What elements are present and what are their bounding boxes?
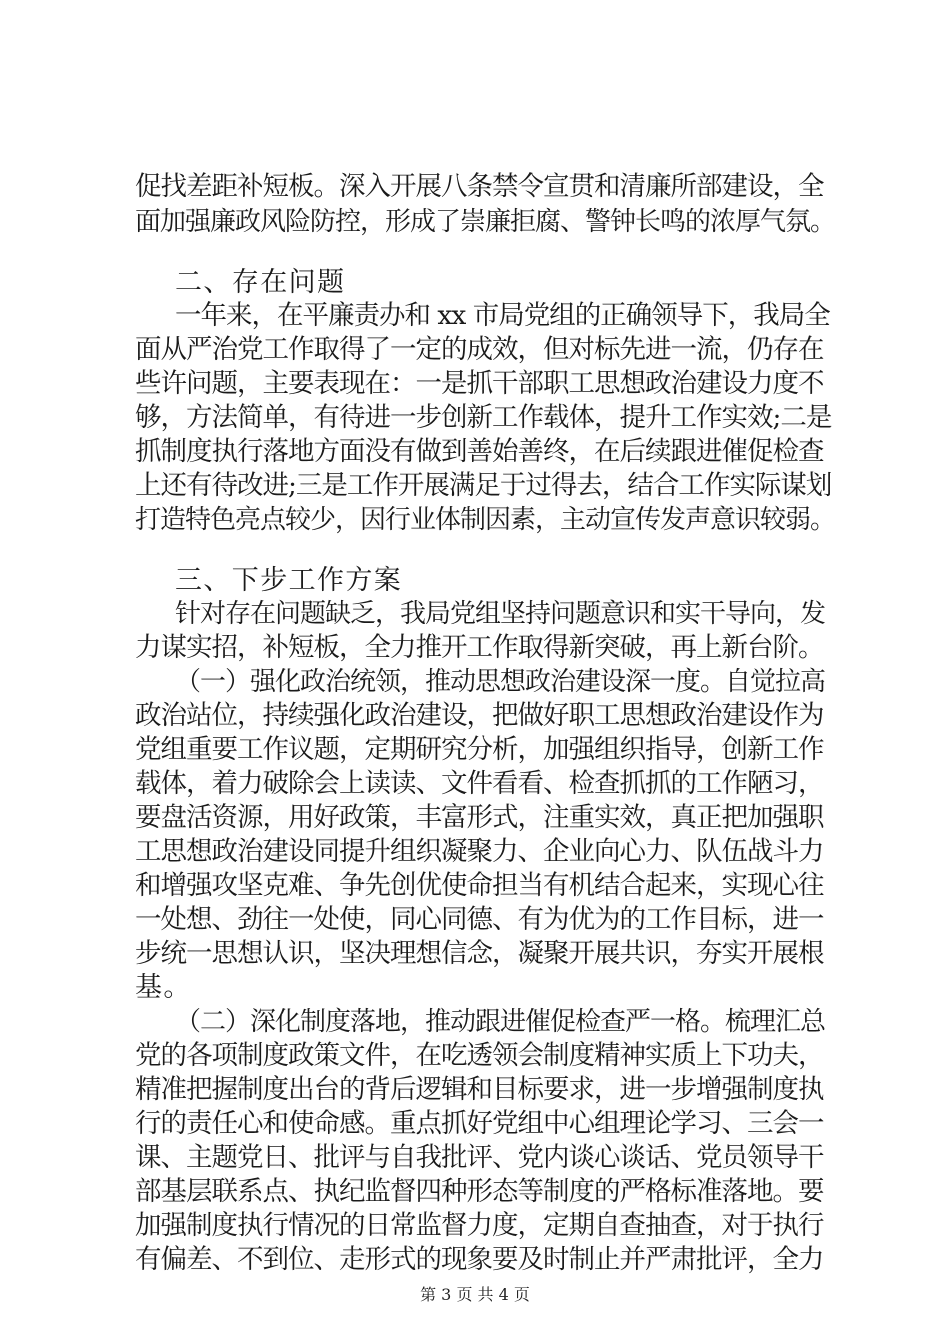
paragraph-6-line-4: 载体，着力破除会上读读、文件看看、检查抓抓的工作陋习， [135, 768, 824, 799]
paragraph-6-line-5: 要盘活资源，用好政策，丰富形式，注重实效，真正把加强职 [135, 802, 824, 833]
paragraph-7-line-1: （二）深化制度落地，推动跟进催促检查严一格。梳理汇总 [175, 1007, 826, 1037]
paragraph-5-line-2: 力谋实招，补短板，全力推开工作取得新突破，再上新台阶。 [135, 632, 824, 663]
paragraph-3-line-1: 一年来，在平廉责办和 xx 市局党组的正确领导下，我局全 [175, 300, 830, 331]
section-heading-problems: 二、存在问题 [175, 267, 346, 298]
paragraph-3-line-2: 面从严治党工作取得了一定的成效，但对标先进一流，仍存在 [135, 334, 824, 365]
paragraph-6-line-1: （一）强化政治统领，推动思想政治建设深一度。自觉拉高 [175, 667, 826, 697]
section-heading-plan: 三、下步工作方案 [175, 565, 403, 596]
paragraph-7-line-8: 有偏差、不到位、走形式的现象要及时制止并严肃批评，全力 [135, 1244, 824, 1275]
paragraph-7-line-4: 行的责任心和使命感。重点抓好党组中心组理论学习、三会一 [135, 1108, 824, 1139]
paragraph-7-line-2: 党的各项制度政策文件，在吃透领会制度精神实质上下功夫， [135, 1040, 824, 1071]
paragraph-6-line-6: 工思想政治建设同提升组织凝聚力、企业向心力、队伍战斗力 [135, 836, 824, 867]
paragraph-7-line-7: 加强制度执行情况的日常监督力度，定期自查抽查，对于执行 [135, 1210, 824, 1241]
page-number-footer: 第 3 页 共 4 页 [420, 1285, 530, 1304]
paragraph-3-line-7: 打造特色亮点较少，因行业体制因素，主动宣传发声意识较弱。 [135, 505, 835, 535]
paragraph-3-line-3: 些许问题，主要表现在：一是抓干部职工思想政治建设力度不 [135, 368, 824, 399]
paragraph-6-line-7: 和增强攻坚克难、争先创优使命担当有机结合起来，实现心往 [135, 870, 824, 901]
paragraph-7-line-5: 课、主题党日、批评与自我批评、党内谈心谈话、党员领导干 [135, 1142, 824, 1173]
paragraph-7-line-3: 精准把握制度出台的背后逻辑和目标要求，进一步增强制度执 [135, 1074, 824, 1105]
paragraph-1-line-2: 面加强廉政风险防控，形成了崇廉拒腐、警钟长鸣的浓厚气氛。 [135, 207, 835, 237]
paragraph-1-line-1: 促找差距补短板。深入开展八条禁令宣贯和清廉所部建设，全 [135, 171, 824, 202]
paragraph-6-line-10: 基。 [135, 972, 192, 1003]
paragraph-7-line-6: 部基层联系点、执纪监督四种形态等制度的严格标准落地。要 [135, 1176, 824, 1207]
paragraph-3-line-6: 上还有待改进;三是工作开展满足于过得去，结合工作实际谋划 [135, 470, 832, 501]
paragraph-6-line-8: 一处想、劲往一处使，同心同德、有为优为的工作目标，进一 [135, 904, 824, 935]
paragraph-6-line-2: 政治站位，持续强化政治建设，把做好职工思想政治建设作为 [135, 700, 824, 731]
paragraph-5-line-1: 针对存在问题缺乏，我局党组坚持问题意识和实干导向，发 [175, 599, 826, 629]
paragraph-3-line-5: 抓制度执行落地方面没有做到善始善终，在后续跟进催促检查 [135, 436, 824, 467]
paragraph-6-line-9: 步统一思想认识，坚决理想信念，凝聚开展共识，夯实开展根 [135, 938, 824, 969]
paragraph-3-line-4: 够，方法简单，有待进一步创新工作载体，提升工作实效;二是 [135, 402, 832, 433]
paragraph-6-line-3: 党组重要工作议题，定期研究分析，加强组织指导，创新工作 [135, 734, 824, 765]
